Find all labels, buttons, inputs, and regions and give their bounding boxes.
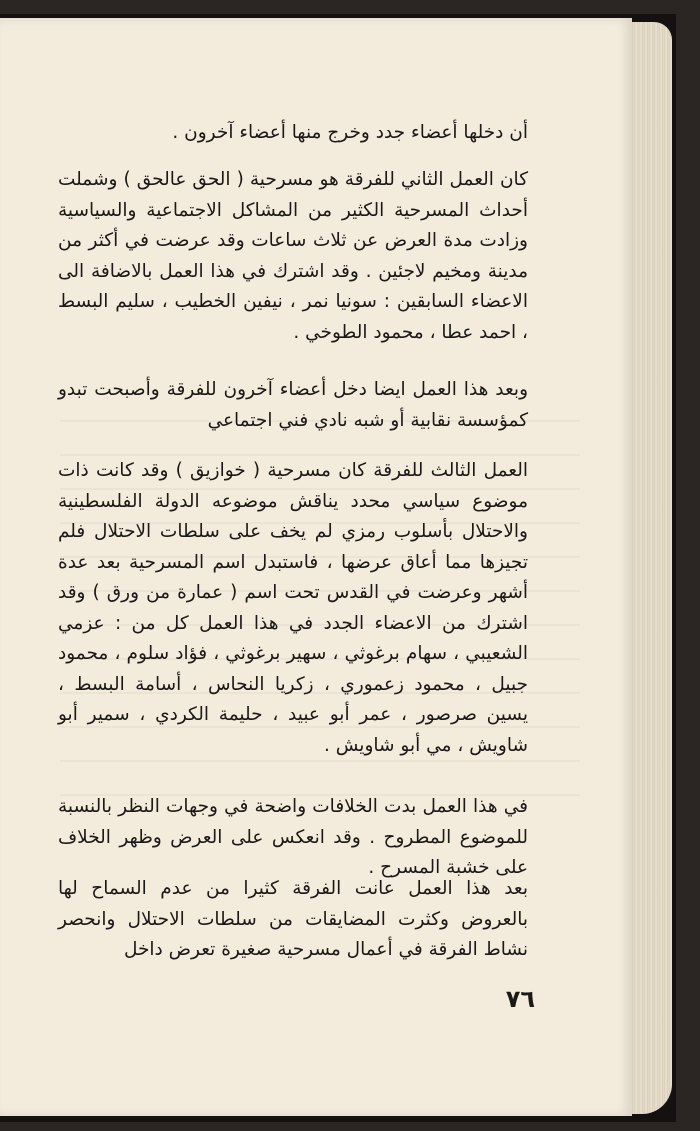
paragraph-5 xyxy=(58,792,528,884)
paragraph-text: بعد هذا العمل عانت الفرقة كثيرا من عدم السماح لها بالعروض وكثرت المضايقات من سلطات الاحتلال وانحصر نشاط الفرقة في أعمال مسرحية صغيرة تعرض داخل xyxy=(58,878,528,960)
page-number: ٧٦ xyxy=(505,985,535,1013)
paragraph-text: العمل الثالث للفرقة كان مسرحية ( خوازيق ) وقد كانت ذات موضوع سياسي محدد يناقش موضوعه الدولة الفلسطينية والاحتلال بأسلوب رمزي لم يخف على سلطات الاحتلال فلم تجيزها مما أعاق عرضها ، فاستبدل اسم المسرحية بعد عدة أشهر وعرضت في القدس تحت اسم ( عمارة من ورق ) وقد اشترك من الاعضاء الجدد في هذا العمل كل من : عزمي الشعيبي ، سهام برغوثي ، سهير برغوثي ، فؤاد سلوم ، محمود جبيل ، محمود زعموري ، زكريا النحاس ، أسامة البسط ، يسين صرصور ، عمر أبو عبيد ، حليمة الكردي ، سمير أبو شاويش ، مي أبو شاويش . xyxy=(58,460,528,756)
paragraph-text: في هذا العمل بدت الخلافات واضحة في وجهات النظر بالنسبة للموضوع المطروح . وقد انعكس على العرض وظهر الخلاف على خشبة المسرح . xyxy=(58,796,528,878)
page-edges xyxy=(628,22,672,1114)
paragraph-text: أن دخلها أعضاء جدد وخرج منها أعضاء آخرون . xyxy=(172,122,528,143)
paragraph-text: كان العمل الثاني للفرقة هو مسرحية ( الحق عالحق ) وشملت أحداث المسرحية الكثير من المشاكل الاجتماعية والسياسية وزادت مدة العرض عن ثلاث ساعات وقد عرضت في أكثر من مدينة ومخيم لاجئين . وقد اشترك في هذا العمل بالاضافة الى الاعضاء السابقين : سونيا نمر ، نيفين الخطيب ، سليم البسط ، احمد عطا ، محمود الطوخي . xyxy=(58,169,528,343)
paragraph-2 xyxy=(58,165,528,348)
paragraph-1 xyxy=(58,118,528,149)
paragraph-4 xyxy=(58,456,528,761)
paragraph-text: وبعد هذا العمل ايضا دخل أعضاء آخرون للفرقة وأصبحت تبدو كمؤسسة نقابية أو شبه نادي فني اجتماعي xyxy=(58,379,528,431)
paragraph-6 xyxy=(58,874,528,966)
paragraph-3 xyxy=(58,375,528,436)
